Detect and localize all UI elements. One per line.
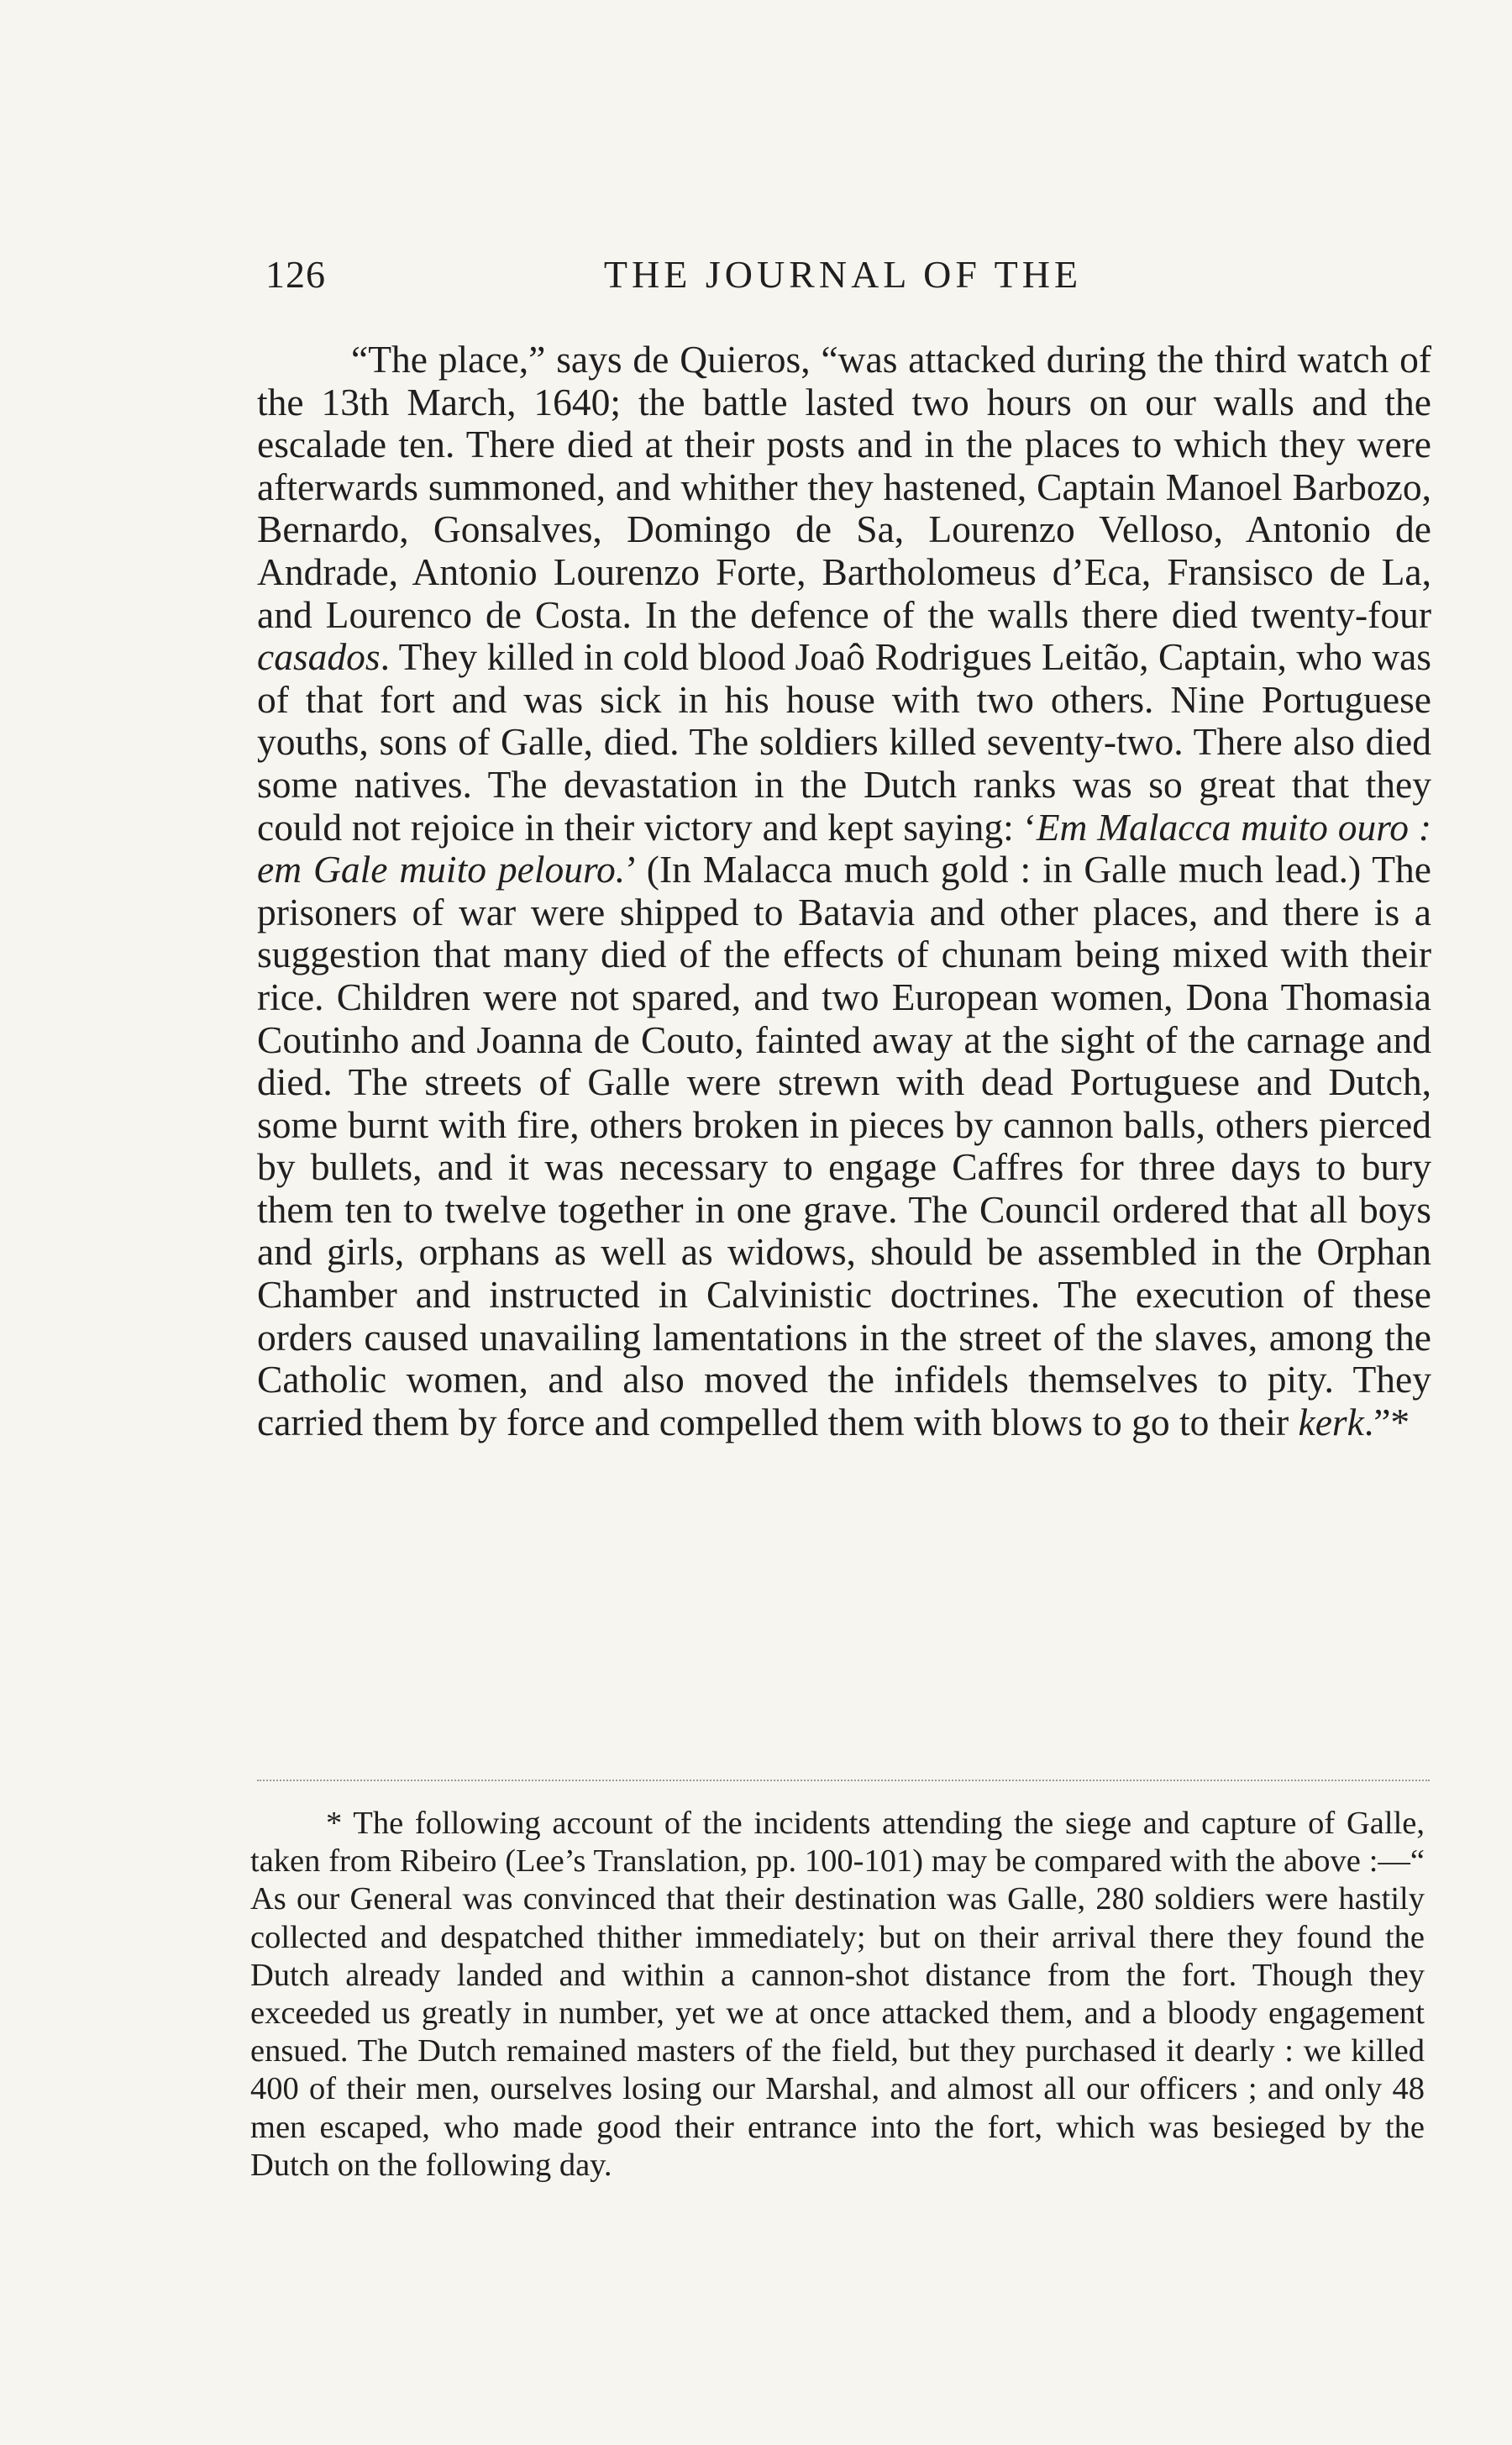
paragraph-text-1: “The place,” says de Quieros, “was attacked during the third watch of the 13th March, 1640; the battle lasted two hours on our walls and the escalade ten. There died at their posts and in the places to which they were afterwards summoned, and whither they hastened, Captain Manoel Barbozo, Bernardo, Gonsalves, Domingo de Sa, Lourenzo Velloso, Antonio de Andrade, Antonio Lourenzo Forte, Bartholomeus d’Eca, Fransisco de La, and Lourenco de Costa. In the defence of the walls there died twenty-four [257,338,1431,636]
italic-kerk: kerk [1298,1400,1364,1443]
italic-portuguese-saying: Em Malacca muito ouro : em Gale muito pelouro. [257,805,1431,891]
running-title: THE JOURNAL OF THE [603,253,1083,296]
footnote-divider [257,1780,1430,1781]
paragraph-text-4: .”* [1363,1400,1410,1443]
footnote: * The following account of the incidents attending the siege and capture of Galle, taken from Ribeiro (Lee’s Translation, pp. 100-101) may be compared with the above :—“ As our General was convinced that their destination was Galle, 280 soldiers were hastily collected and despatched thither immediately; but on their arrival there they found the Dutch already landed and within a cannon-shot distance from the fort. Though they exceeded us greatly in number, yet we at once attacked them, and a bloody engagement ensued. The Dutch remained masters of the field, but they purchased it dearly : we killed 400 of their men, ourselves losing our Marshal, and almost all our officers ; and only 48 men escaped, who made good their entrance into the fort, which was besieged by the Dutch on the following day. [250,1806,1425,2183]
main-paragraph [257,339,1431,1443]
paragraph-text-3: ’ (In Malacca much gold : in Galle much lead.) The prisoners of war were shipped to Batavia and other places, and there is a suggestion that many died of the effects of chunam being mixed with their rice. Children were not spared, and two European women, Dona Thomasia Coutinho and Joanna de Couto, fainted away at the sight of the carnage and died. The streets of Galle were strewn with dead Portuguese and Dutch, some burnt with fire, others broken in pieces by cannon balls, others pierced by bullets, and it was necessary to engage Caffres for three days to bury them ten to twelve together in one grave. The Council ordered that all boys and girls, orphans as well as widows, should be assembled in the Orphan Chamber and instructed in Calvinistic doctrines. The execution of these orders caused unavailing lamentations in the street of the slaves, among the Catholic women, and also moved the infidels themselves to pity. They carried them by force and compelled them with blows to go to their [257,848,1431,1443]
paragraph-text-2: . They killed in cold blood Joaô Rodrigues Leitão, Captain, who was of that fort and was sick in his house with two others. Nine Portuguese youths, sons of Galle, died. The soldiers killed seventy-two. There also died some natives. The devastation in the Dutch ranks was so great that they could not rejoice in their victory and kept saying: ‘ [257,635,1431,849]
page-number: 126 [265,253,326,296]
running-head [265,252,1420,311]
italic-casados: casados [257,635,381,679]
